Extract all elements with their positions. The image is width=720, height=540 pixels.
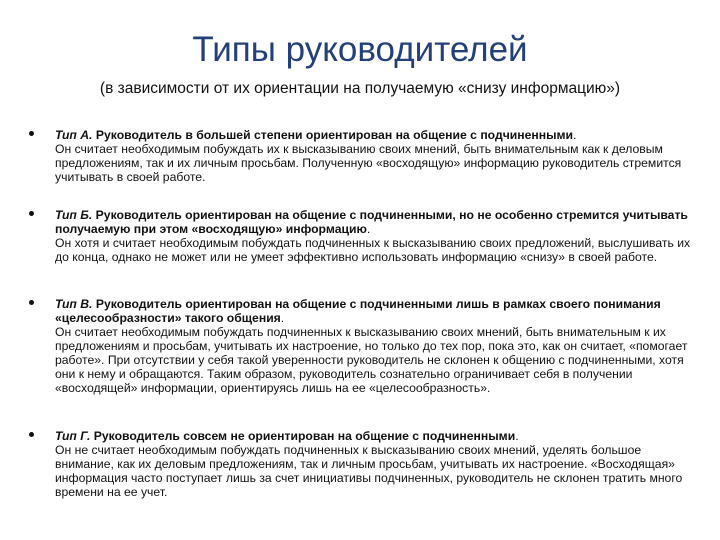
bullet-icon [29, 432, 34, 437]
bullet-icon [29, 211, 34, 216]
heading-end: . [515, 429, 519, 443]
item-heading [55, 297, 703, 325]
type-heading: Руководитель совсем не ориентирован на общение с подчиненными [93, 429, 516, 443]
type-label: Тип В. [55, 297, 93, 311]
heading-end: . [280, 311, 285, 325]
type-heading: Руководитель ориентирован на общение с подчиненными лишь в рамках своего понимания «целесообразности» такого общения [55, 297, 661, 325]
bullet-icon [29, 131, 34, 136]
type-heading: Руководитель ориентирован на общение с подчиненными, но не особенно стремится учитывать получаемую при этом «восходящую» информацию [55, 208, 688, 236]
type-label: Тип Г. [55, 429, 91, 443]
type-description: Он считает необходимым побуждать подчиненных к высказыванию своих мнений, быть внимательным к их предложениям и просьбам, учитывать их настроение, но только до тех пор, пока это, как он считает, «помогает работе». При отсутствии у себя такой уверенности руководитель не склонен к общению с подчиненными, хотя они к нему и обращаются. Таким образом, руководитель сознательно ограничивает себя в получении «восходящей» информации, ориентируясь лишь на ее «целесообразность». [55, 325, 688, 395]
item-text [55, 297, 703, 395]
type-description: Он хотя и считает необходимым побуждать подчиненных к высказыванию своих предложений, выслушивать их до конца, однако не может или не умеет эффективно использовать информацию «снизу» в своей работе. [55, 236, 691, 264]
item-text [55, 429, 703, 499]
page-title: Типы руководителей [192, 30, 528, 69]
heading-end: . [573, 128, 577, 142]
type-label: Тип Б. [55, 208, 93, 222]
item-heading [55, 429, 703, 443]
type-description: Он считает необходимым побуждать их к высказыванию своих мнений, быть внимательным как к деловым предложениям, так и их личным просьбам. Полученную «восходящую» информацию руководитель стремится учитывать в своей работе. [55, 142, 682, 184]
type-description: Он не считает необходимым побуждать подчиненных к высказыванию своих мнений, уделять большое внимание, как их деловым предложениям, так и личным просьбам, учитывать их настроение. «Восходящая» информация часто поступает лишь за счет инициативы подчиненных, руководитель не склонен тратить много времени на ее учет. [55, 443, 683, 499]
page-subtitle: (в зависимости от их ориентации на получаемую «снизу информацию») [99, 80, 621, 97]
item-heading [55, 208, 703, 236]
item-text [55, 128, 703, 184]
heading-end: . [366, 222, 371, 236]
type-heading: Руководитель в большей степени ориентирован на общение с подчиненными [95, 128, 574, 142]
item-text [55, 208, 703, 264]
type-label: Тип А. [55, 128, 93, 142]
item-heading [55, 128, 703, 142]
bullet-icon [29, 300, 34, 305]
